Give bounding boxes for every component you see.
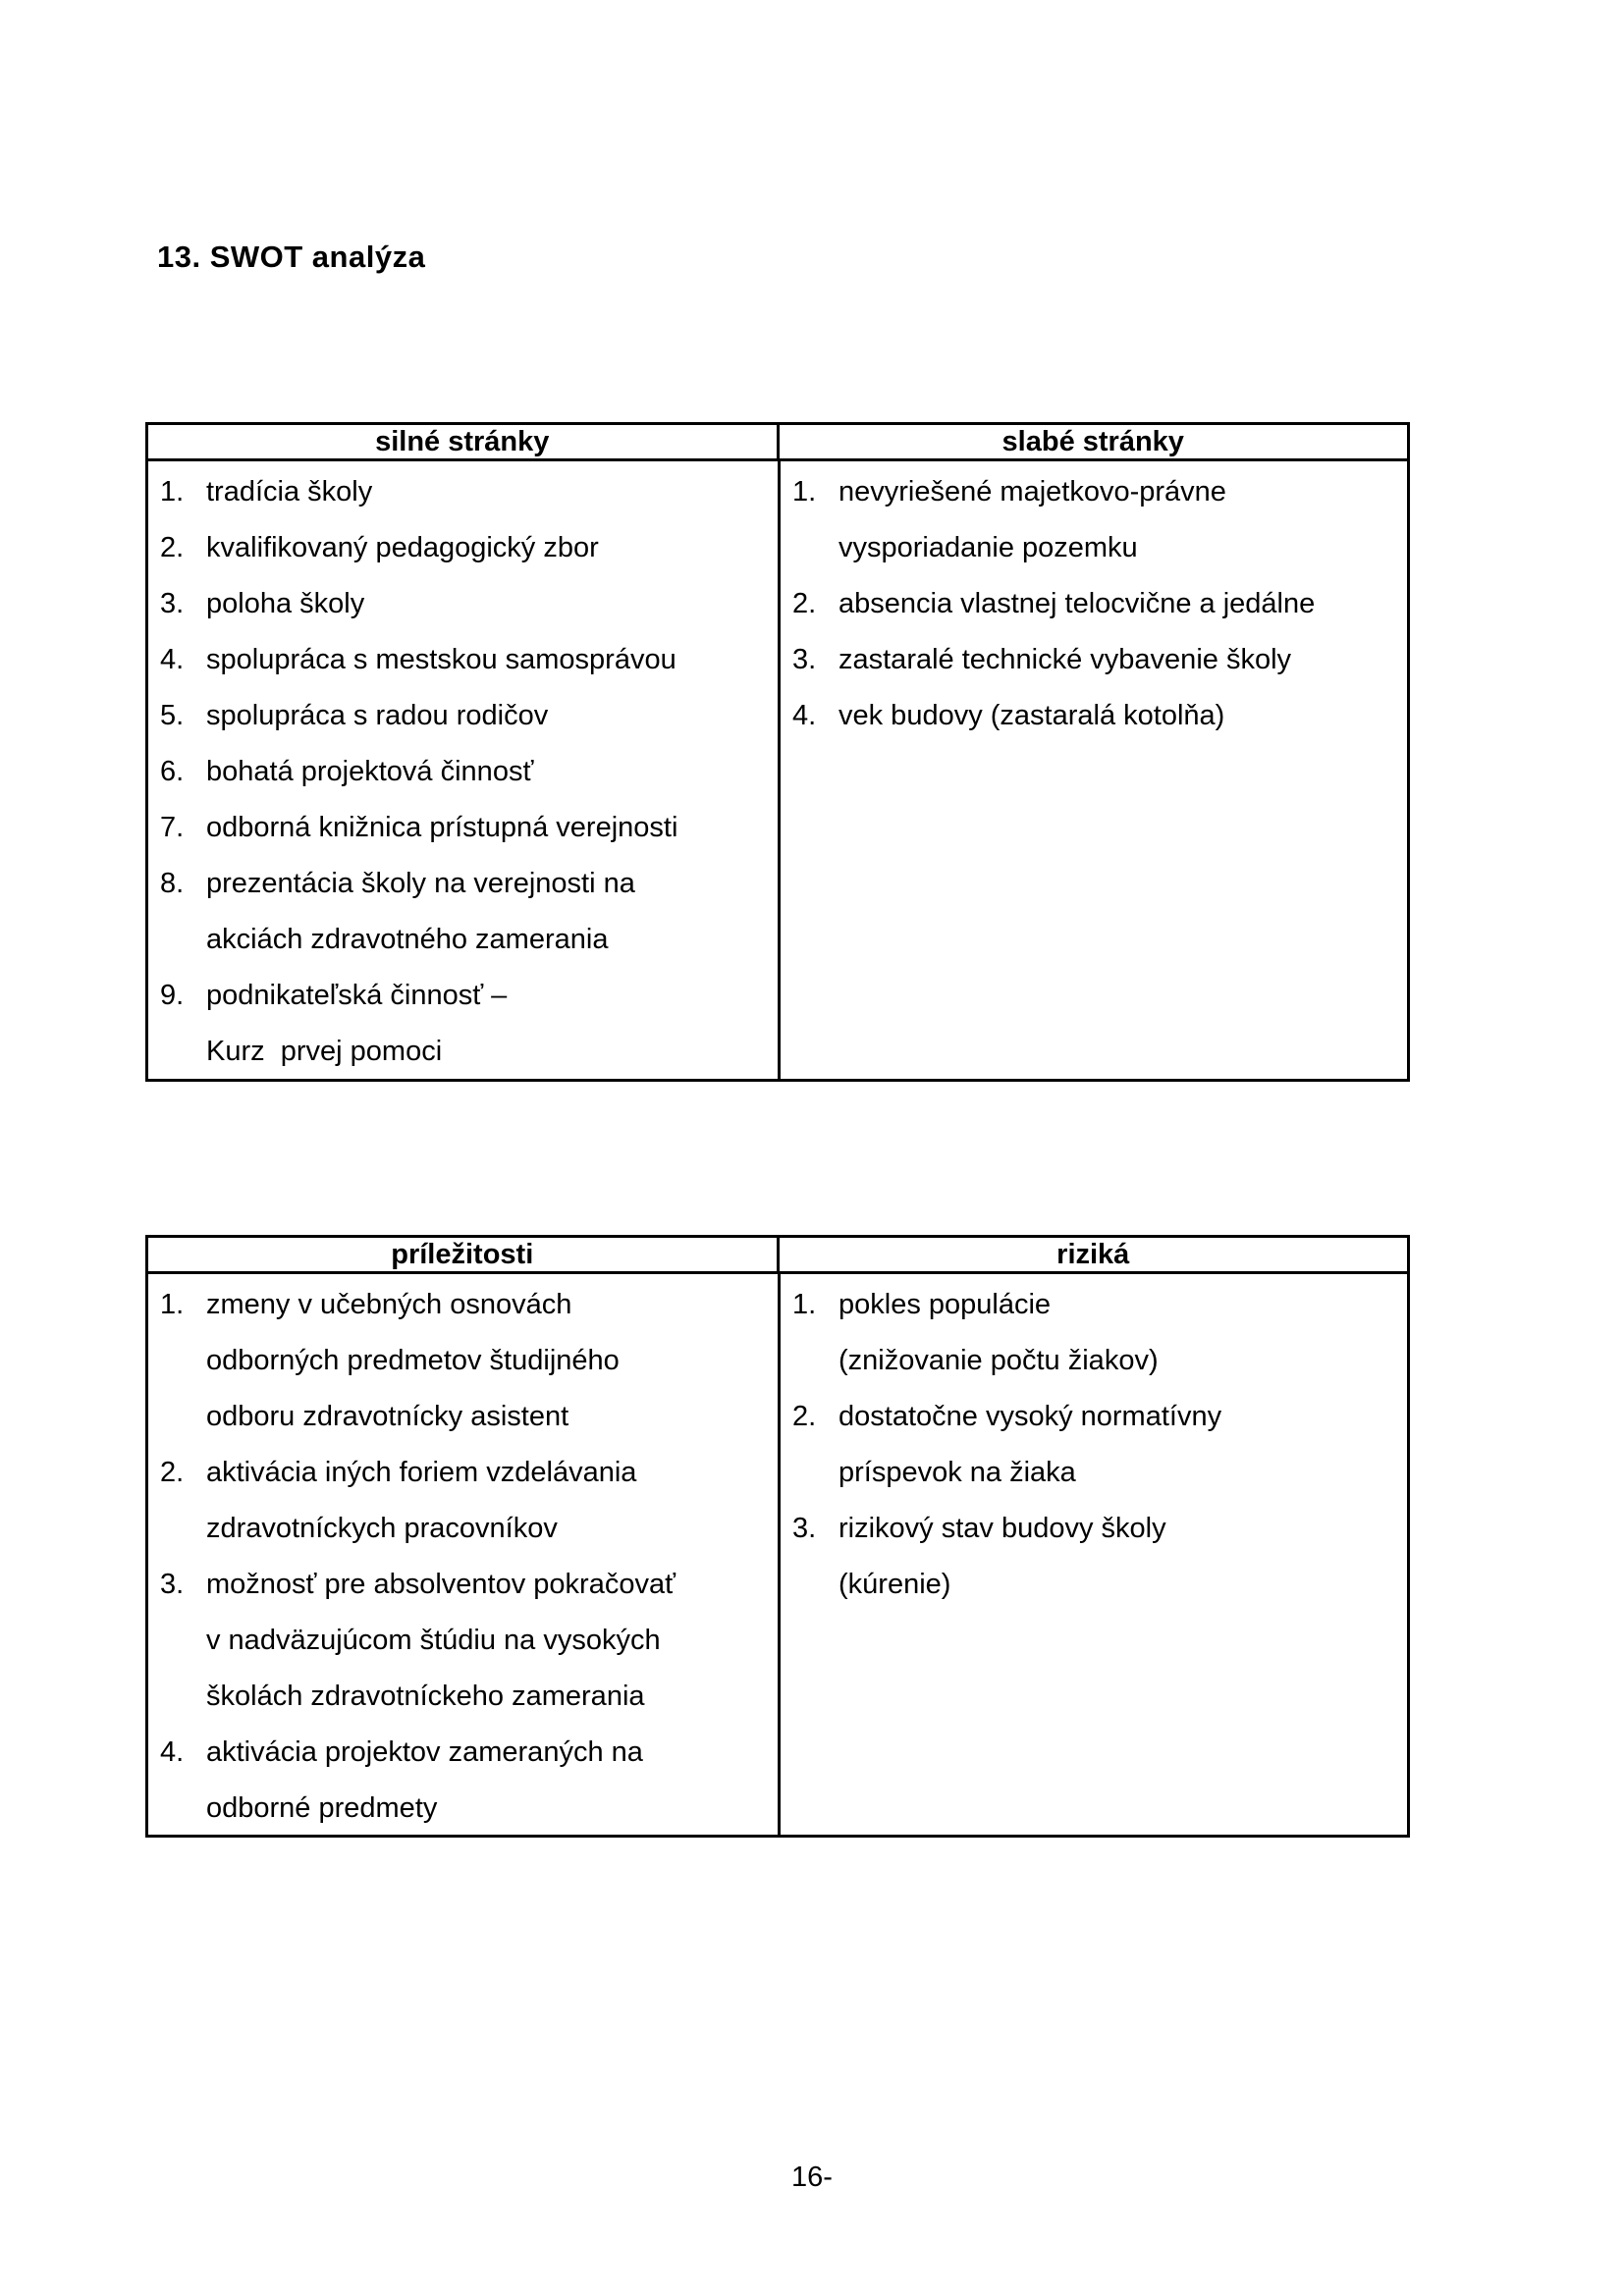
- table-header-row: [148, 425, 1407, 461]
- list-item: [792, 1501, 1399, 1613]
- item-number: 3.: [792, 644, 817, 675]
- item-number: 3.: [160, 1569, 185, 1600]
- item-number: 1.: [160, 1289, 185, 1320]
- swot-table-strengths-weaknesses: [145, 422, 1410, 1082]
- list-item: [160, 1725, 770, 1835]
- item-text: poloha školy: [206, 588, 365, 619]
- strengths-cell: [148, 461, 778, 1079]
- list-item: [160, 800, 770, 856]
- item-number: 2.: [792, 1401, 817, 1432]
- item-text: odborná knižnica prístupná verejnosti: [206, 812, 678, 843]
- list-item: [160, 688, 770, 744]
- table-body-row: [148, 1274, 1407, 1835]
- item-number: 1.: [792, 476, 817, 507]
- item-number: 4.: [792, 700, 817, 731]
- item-text: možnosť pre absolventov pokračovať v nadväzujúcom štúdiu na vysokých školách zdravotníckeho zamerania: [206, 1569, 676, 1712]
- item-text: spolupráca s radou rodičov: [206, 700, 549, 731]
- table-header-row: [148, 1238, 1407, 1274]
- item-text: spolupráca s mestskou samosprávou: [206, 644, 676, 675]
- column-header-weaknesses: slabé stránky: [777, 425, 1408, 458]
- item-number: 1.: [160, 476, 185, 507]
- item-number: 4.: [160, 644, 185, 675]
- table-body-row: [148, 461, 1407, 1079]
- swot-table-opportunities-risks: [145, 1235, 1410, 1838]
- item-number: 7.: [160, 812, 185, 843]
- list-item: [160, 856, 770, 968]
- list-item: [160, 1277, 770, 1445]
- item-text: dostatočne vysoký normatívny príspevok na žiaka: [839, 1401, 1222, 1488]
- list-item: [160, 632, 770, 688]
- item-text: vek budovy (zastaralá kotolňa): [839, 700, 1225, 731]
- item-text: nevyriešené majetkovo-právne vysporiadanie pozemku: [839, 476, 1226, 563]
- list-item: [160, 968, 770, 1079]
- list-item: [160, 1557, 770, 1725]
- item-text: podnikateľská činnosť – Kurz prvej pomoci: [206, 980, 508, 1067]
- item-text: aktivácia iných foriem vzdelávania zdravotníckych pracovníkov: [206, 1457, 637, 1544]
- column-header-risks: riziká: [777, 1238, 1408, 1271]
- item-number: 4.: [160, 1736, 185, 1768]
- section-title: 13. SWOT analýza: [157, 240, 426, 274]
- item-text: aktivácia projektov zameraných na odborné predmety: [206, 1736, 643, 1824]
- list-item: [160, 576, 770, 632]
- item-number: 6.: [160, 756, 185, 787]
- item-text: prezentácia školy na verejnosti na akciách zdravotného zamerania: [206, 868, 635, 955]
- item-text: kvalifikovaný pedagogický zbor: [206, 532, 599, 563]
- item-text: bohatá projektová činnosť: [206, 756, 534, 787]
- list-item: [160, 464, 770, 520]
- item-text: zmeny v učebných osnovách odborných predmetov študijného odboru zdravotnícky asistent: [206, 1289, 620, 1432]
- item-number: 5.: [160, 700, 185, 731]
- item-text: absencia vlastnej telocvične a jedálne: [839, 588, 1316, 619]
- item-text: tradícia školy: [206, 476, 373, 507]
- page-number: 16-: [791, 2162, 833, 2191]
- list-item: [792, 464, 1399, 576]
- item-number: 2.: [160, 1457, 185, 1488]
- column-header-strengths: silné stránky: [375, 426, 550, 457]
- opportunities-cell: [148, 1274, 778, 1835]
- item-number: 2.: [160, 532, 185, 563]
- item-number: 3.: [792, 1513, 817, 1544]
- list-item: [160, 1445, 770, 1557]
- list-item: [792, 576, 1399, 632]
- weaknesses-cell: [778, 461, 1407, 1079]
- list-item: [160, 744, 770, 800]
- list-item: [160, 520, 770, 576]
- item-text: pokles populácie (znižovanie počtu žiakov): [839, 1289, 1159, 1376]
- list-item: [792, 1277, 1399, 1389]
- item-text: rizikový stav budovy školy (kúrenie): [839, 1513, 1166, 1600]
- item-number: 2.: [792, 588, 817, 619]
- list-item: [792, 632, 1399, 688]
- item-number: 8.: [160, 868, 185, 899]
- item-number: 9.: [160, 980, 185, 1011]
- list-item: [792, 1389, 1399, 1501]
- column-header-opportunities: príležitosti: [391, 1239, 534, 1270]
- risks-cell: [778, 1274, 1407, 1835]
- item-number: 3.: [160, 588, 185, 619]
- item-text: zastaralé technické vybavenie školy: [839, 644, 1292, 675]
- list-item: [792, 688, 1399, 744]
- item-number: 1.: [792, 1289, 817, 1320]
